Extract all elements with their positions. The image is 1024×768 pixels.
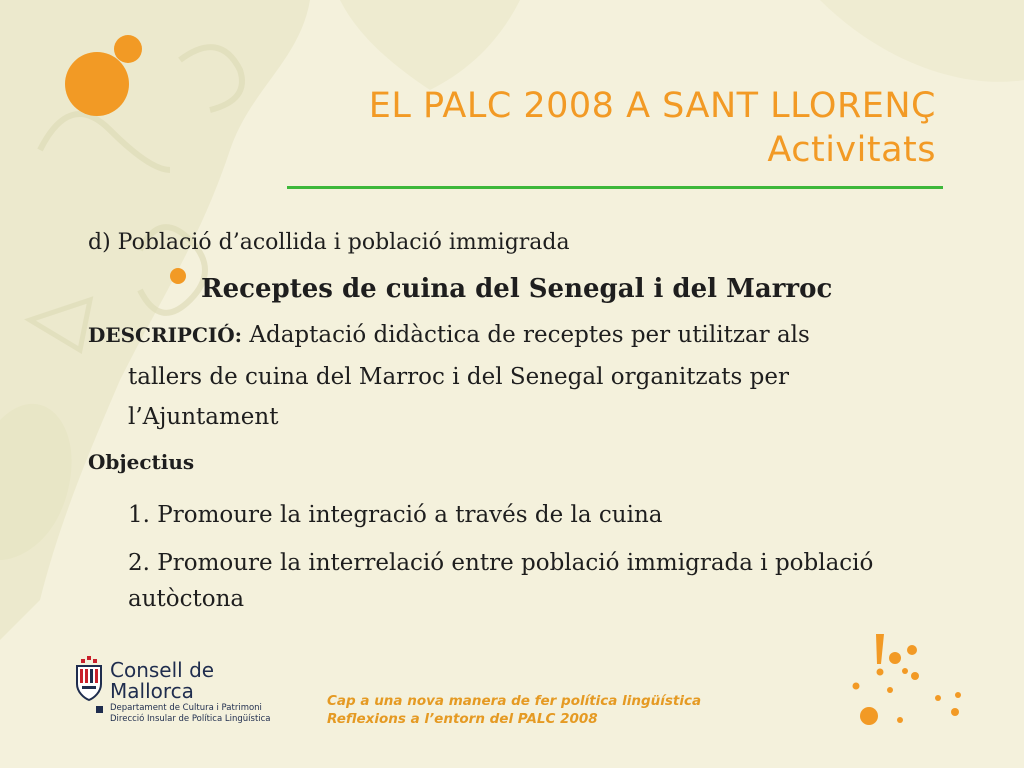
footer-line-2: Reflexions a l’entorn del PALC 2008 — [327, 711, 598, 727]
activity-heading: Receptes de cuina del Senegal i del Marroc — [201, 274, 833, 304]
objective-item-1: 1. Promoure la integració a través de la cuina — [128, 502, 663, 528]
title-line-1: EL PALC 2008 A SANT LLORENÇ — [368, 86, 936, 126]
footer-line-1: Cap a una nova manera de fer política lingüística — [327, 693, 702, 709]
description-text-1: Adaptació didàctica de receptes per utilitzar als — [249, 322, 810, 348]
objective-item-2-line-2: autòctona — [128, 586, 245, 612]
objectives-label: Objectius — [88, 450, 195, 474]
description-label: DESCRIPCIÓ: — [88, 323, 243, 347]
crest-icon — [72, 656, 106, 702]
objective-item-2-line-1: 2. Promoure la interrelació entre població immigrada i població — [128, 550, 874, 576]
slide-title — [369, 84, 936, 172]
title-divider — [287, 186, 943, 189]
description-line-1 — [88, 322, 810, 348]
bullet-dot-icon — [170, 268, 186, 284]
section-label: d) Població d’acollida i població immigrada — [88, 230, 570, 255]
logo-name: Consell de Mallorca — [110, 658, 215, 703]
footer-tagline — [327, 692, 701, 728]
consell-de-mallorca-logo — [72, 652, 272, 732]
description-line-3: l’Ajuntament — [128, 404, 279, 430]
title-line-2: Activitats — [767, 130, 936, 170]
description-line-2: tallers de cuina del Marroc i del Senegal organitzats per — [128, 364, 789, 390]
logo-square-icon — [96, 706, 103, 713]
logo-subtitle: Departament de Cultura i Patrimoni Direcció Insular de Política Lingüística — [110, 703, 271, 724]
